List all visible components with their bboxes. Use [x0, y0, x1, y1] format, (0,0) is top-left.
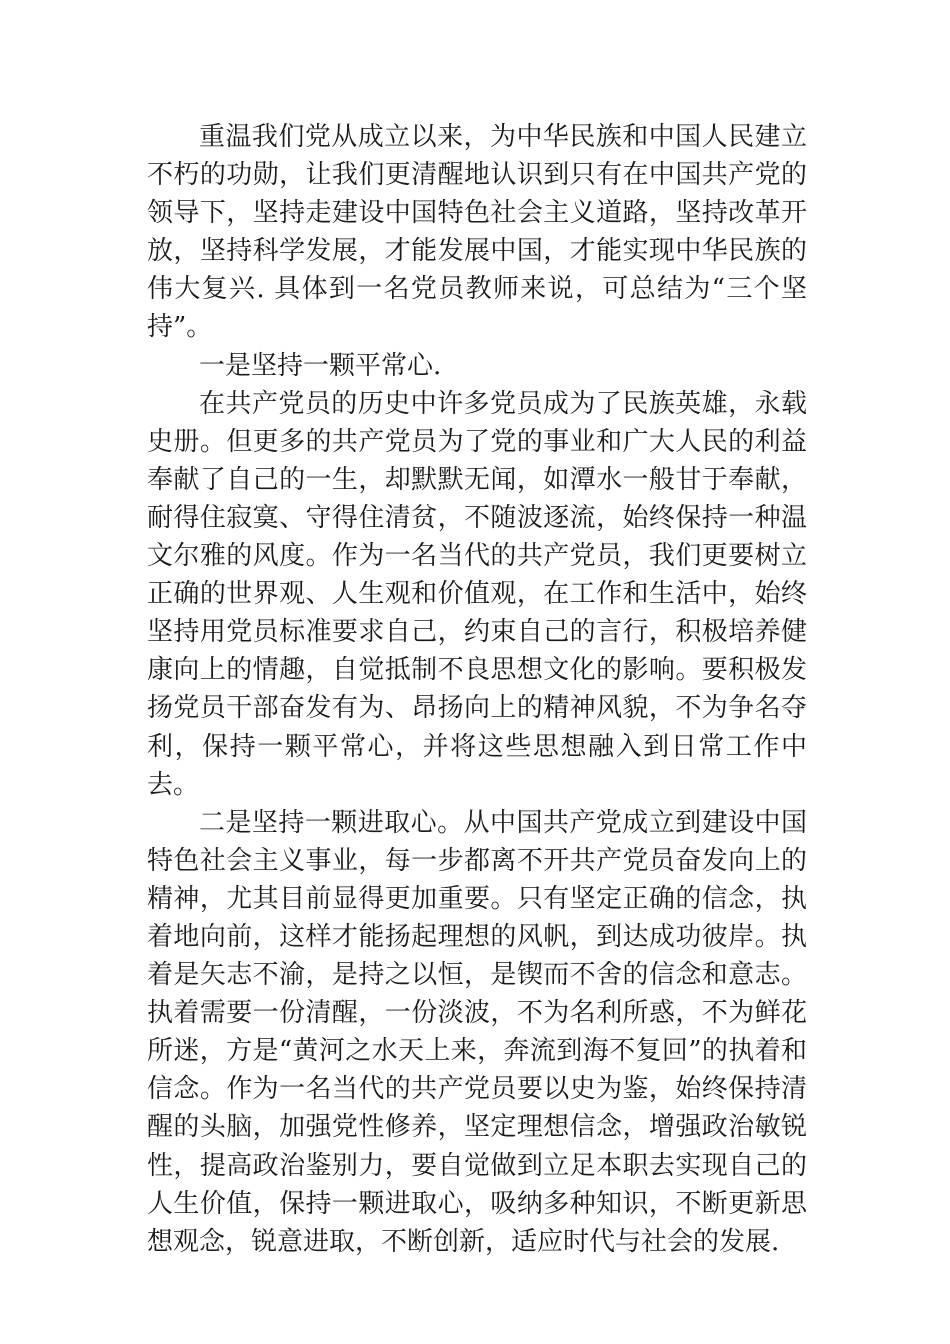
paragraph-body-two: 二是坚持一颗进取心。从中国共产党成立到建设中国特色社会主义事业，每一步都离不开共产党员奋发向上的精神，尤其目前显得更加重要。只有坚定正确的信念，执着地向前，这样才能扬起理想的风帆，到达成功彼岸。执着是矢志不渝，是持之以恒，是锲而不舍的信念和意志。执着需要一份清醒，一份淡波，不为名利所惑，不为鲜花所迷，方是“黄河之水天上来，奔流到海不复回”的执着和信念。作为一名当代的共产党员要以史为鉴，始终保持清醒的头脑，加强党性修养，坚定理想信念，增强政治敏锐性，提高政治鉴别力，要自觉做到立足本职去实现自己的人生价值，保持一颗进取心，吸纳多种知识，不断更新思想观念，锐意进取，不断创新，适应时代与社会的发展. [147, 807, 807, 1257]
paragraph-body-one: 在共产党员的历史中许多党员成为了民族英雄，永载史册。但更多的共产党员为了党的事业和广大人民的利益奉献了自己的一生，却默默无闻，如潭水一般甘于奉献，耐得住寂寞、守得住清贫，不随波逐流，始终保持一种温文尔雅的风度。作为一名当代的共产党员，我们更要树立正确的世界观、人生观和价值观，在工作和生活中，始终坚持用党员标准要求自己，约束自己的言行，积极培养健康向上的情趣，自觉抵制不良思想文化的影响。要积极发扬党员干部奋发有为、昂扬向上的精神风貌，不为争名夺利，保持一颗平常心，并将这些思想融入到日常工作中去。 [147, 388, 807, 800]
document-body [147, 118, 807, 1261]
paragraph-intro: 重温我们党从成立以来，为中华民族和中国人民建立不朽的功勋，让我们更清醒地认识到只有在中国共产党的领导下，坚持走建设中国特色社会主义道路，坚持改革开放，坚持科学发展，才能发展中国，才能实现中华民族的伟大复兴. 具体到一名党员教师来说，可总结为“三个坚持”。 [147, 122, 807, 343]
paragraph-heading-one: 一是坚持一颗平常心. [199, 350, 442, 381]
